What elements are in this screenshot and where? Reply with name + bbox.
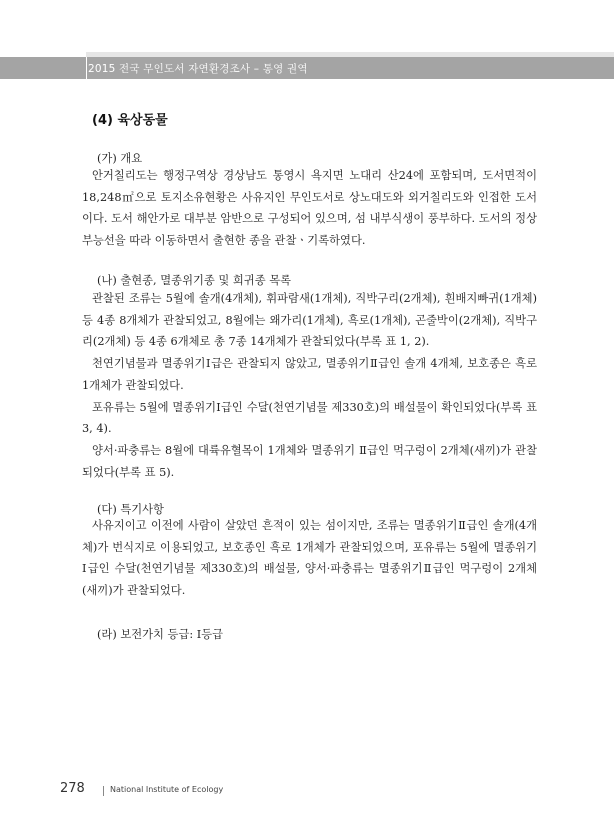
footer-divider <box>103 786 104 796</box>
overview-heading: (가) 개요 <box>97 152 143 165</box>
overview-text: 안거칠리도는 행정구역상 경상남도 통영시 욕지면 노대리 산24에 포함되며, 도서면적이 18,248㎡으로 토지소유현황은 사유지인 무인도서로 상노대도와 외거칠리도와 인접한 도서이다. 도서 해안가로 대부분 암반으로 구성되어 있으며, 섬 내부식생이 풍부하다. 도서의 정상부능선을 따라 이동하면서 출현한 종을 관찰ㆍ기록하였다. <box>82 169 537 248</box>
notes-heading: (다) 특기사항 <box>97 503 164 516</box>
section-title: (4) 육상동물 <box>92 113 168 128</box>
header-divider <box>86 57 87 79</box>
species-birds-text: 관찰된 조류는 5월에 솔개(4개체), 휘파람새(1개체), 직박구리(2개체), 흰배지빠귀(1개체) 등 4종 8개체가 관찰되었고, 8월에는 왜가리(1개체), 흑로(1개체), 곤줄박이(2개체), 직박구리(2개체) 등 4종 6개체로 총 7종 14개체가 관찰되었다(부록 표 1, 2). <box>82 292 537 349</box>
species-endangered-text: 천연기념물과 멸종위기Ⅰ급은 관찰되지 않았고, 멸종위기Ⅱ급인 솔개 4개체, 보호종은 흑로 1개체가 관찰되었다. <box>82 357 537 392</box>
notes-text: 사유지이고 이전에 사람이 살았던 흔적이 있는 섬이지만, 조류는 멸종위기Ⅱ급인 솔개(4개체)가 번식지로 이용되었고, 보호종인 흑로 1개체가 관찰되었으며, 포유류는 5월에 멸종위기Ⅰ급인 수달(천연기념물 제330호)의 배설물, 양서·파충류는 멸종위기Ⅱ급인 먹구렁이 2개체(새끼)가 관찰되었다. <box>82 519 537 598</box>
overview-paragraph <box>82 165 537 252</box>
species-heading: (나) 출현종, 멸종위기종 및 희귀종 목록 <box>97 274 292 287</box>
species-herps-text: 양서·파충류는 8월에 대륙유혈목이 1개체와 멸종위기 Ⅱ급인 먹구렁이 2개체(새끼)가 관찰되었다(부록 표 5). <box>82 443 537 479</box>
page-number: 278 <box>60 781 85 796</box>
publisher-name: National Institute of Ecology <box>110 785 224 794</box>
conservation-grade: (라) 보전가치 등급: Ⅰ등급 <box>97 628 224 641</box>
species-mammals-text: 포유류는 5월에 멸종위기Ⅰ급인 수달(천연기념물 제330호)의 배설물이 확인되었다(부록 표 3, 4). <box>82 400 537 436</box>
species-paragraphs <box>82 288 537 483</box>
running-header-title: 2015 전국 무인도서 자연환경조사 – 통영 권역 <box>88 63 308 75</box>
notes-paragraph <box>82 515 537 602</box>
